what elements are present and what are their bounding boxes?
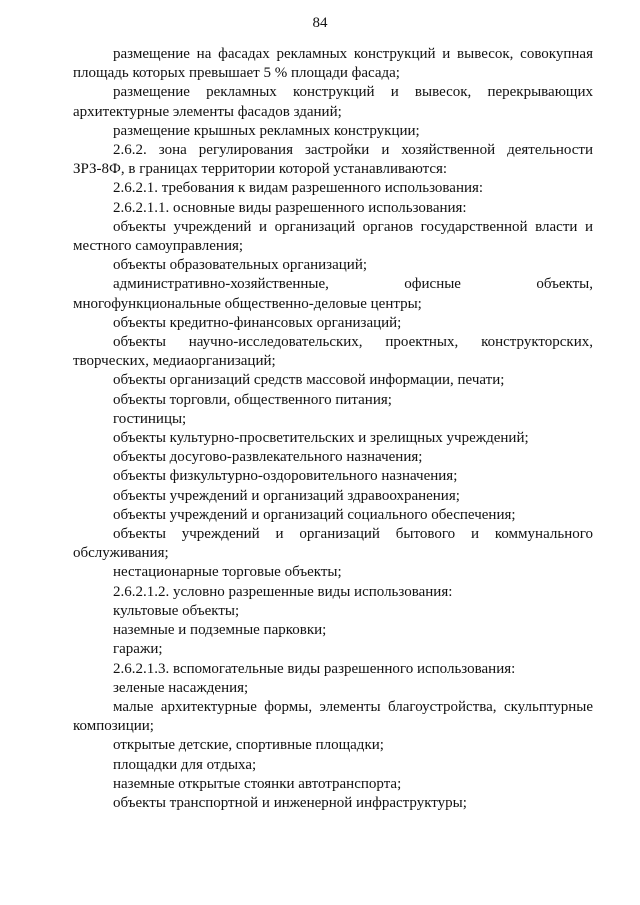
list-item: объекты учреждений и организаций органов государственной власти и местного самоуправления; [73,218,593,255]
list-item: объекты учреждений и организаций социального обеспечения; [113,506,516,523]
page-number: 84 [312,15,328,31]
list-item: объекты организаций средств массовой информации, печати; [113,372,505,389]
section-heading: 2.6.2.1.1. основные виды разрешенного использования: [113,199,467,216]
list-item: объекты торговли, общественного питания; [113,391,392,408]
list-item: объекты образовательных организаций; [113,257,368,274]
document-body [73,45,593,813]
list-item: объекты культурно-просветительских и зрелищных учреждений; [113,430,529,447]
list-item: объекты учреждений и организаций здравоохранения; [113,487,460,504]
section-heading: 2.6.2.1.2. условно разрешенные виды использования: [113,583,453,600]
paragraph: размещение на фасадах рекламных конструкций и вывесок, совокупная площадь которых превышает 5 % площади фасада; [73,46,593,82]
list-item: объекты досугово-развлекательного назначения; [113,449,423,466]
list-item: административно-хозяйственные, офисные объекты, многофункциональные общественно-деловые центры; [73,276,593,312]
paragraph: размещение крышных рекламных конструкции; [113,122,420,139]
list-item: открытые детские, спортивные площадки; [113,737,384,754]
section-heading: 2.6.2.1.3. вспомогательные виды разрешенного использования: [113,660,516,677]
section-heading: 2.6.2. зона регулирования застройки и хозяйственной деятельности ЗРЗ-8Ф, в границах территории которой устанавливаются: [73,142,593,178]
list-item: наземные открытые стоянки автотранспорта; [113,775,402,792]
list-item: зеленые насаждения; [113,679,249,696]
list-item: площадки для отдыха; [113,756,257,773]
paragraph: размещение рекламных конструкций и вывесок, перекрывающих архитектурные элементы фасадов зданий; [73,84,593,120]
section-heading: 2.6.2.1. требования к видам разрешенного использования: [113,180,484,197]
list-item: гостиницы; [113,410,187,427]
list-item: нестационарные торговые объекты; [113,564,342,581]
list-item: объекты кредитно-финансовых организаций; [113,314,402,331]
list-item: объекты физкультурно-оздоровительного назначения; [113,468,458,485]
list-item: культовые объекты; [113,602,240,619]
list-item: объекты учреждений и организаций бытового и коммунального обслуживания; [73,526,593,562]
list-item: гаражи; [113,641,163,658]
list-item: наземные и подземные парковки; [113,622,327,639]
list-item: малые архитектурные формы, элементы благоустройства, скульптурные композиции; [73,698,593,735]
list-item: объекты научно-исследовательских, проектных, конструкторских, творческих, медиаорганизаций; [73,334,593,370]
list-item: объекты транспортной и инженерной инфраструктуры; [113,794,467,811]
